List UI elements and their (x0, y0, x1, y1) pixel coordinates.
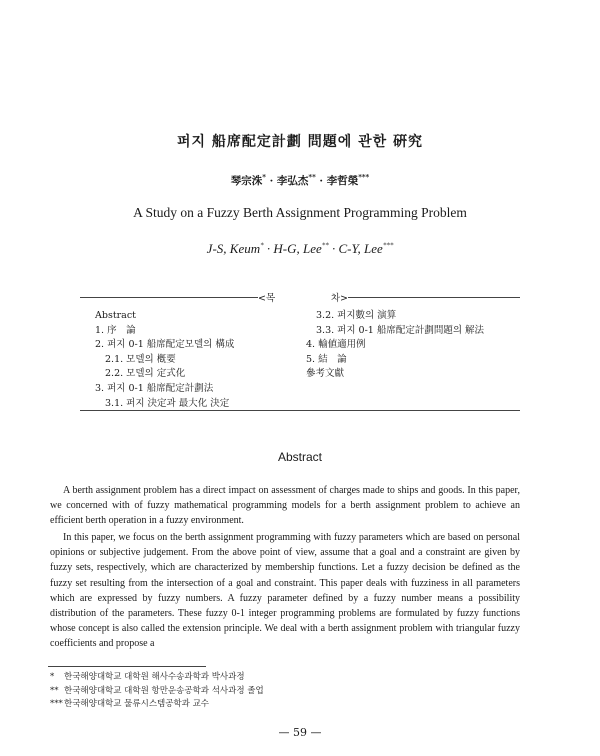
en-author-mark: ** (321, 241, 329, 250)
toc-item: 2. 퍼지 0-1 船席配定모델의 構成 (95, 339, 235, 351)
toc-title (258, 290, 348, 304)
footnote-text: 한국해양대학교 물류시스템공학과 교수 (64, 699, 209, 710)
en-author-mark: * (260, 241, 264, 250)
footnotes (50, 671, 264, 712)
toc-column-left (95, 309, 234, 411)
author-separator: · (315, 175, 327, 187)
toc-item: 參考文獻 (306, 368, 345, 380)
en-author-name: J-S, Keum (206, 241, 261, 256)
footnote-mark: * (50, 672, 55, 682)
footnote-item (50, 685, 264, 699)
footnote-mark: ** (50, 685, 59, 696)
toc-item: 3.1. 퍼지 決定과 最大化 決定 (105, 397, 230, 409)
authors-english (0, 241, 600, 257)
toc-item: 3. 퍼지 0-1 船席配定計劃法 (95, 382, 214, 394)
title-korean: 퍼지 船席配定計劃 問題에 관한 硏究 (176, 134, 424, 150)
ko-author-mark: *** (358, 172, 370, 182)
footnote-text: 한국해양대학교 대학원 해사수송과학과 박사과정 (64, 672, 245, 682)
footnote-item (50, 698, 264, 712)
en-author-mark: *** (382, 241, 394, 250)
en-author-name: H-G, Lee (273, 241, 322, 256)
toc-item: 1. 序 論 (95, 324, 136, 336)
ko-author-name: 李弘杰 (276, 175, 309, 187)
toc-column-right (306, 309, 484, 382)
abstract-heading: Abstract (277, 450, 322, 464)
toc-item: 3.2. 퍼지數의 演算 (316, 310, 397, 321)
ko-author-name: 李哲榮 (326, 175, 359, 187)
ko-author-mark: ** (308, 172, 316, 182)
author-separator: · (265, 175, 277, 187)
table-of-contents (80, 293, 520, 411)
toc-item: 2.2. 모델의 定式化 (105, 368, 186, 380)
footnote-mark: *** (50, 699, 63, 710)
abstract-paragraph-1: A berth assignment problem has a direct impact on assessment of charges made to ships and goods. In this paper, we concerned with of fuzzy mathematical programming models for a berth assignment problem to achieve an efficient berth operation in a fuzzy environment. (50, 485, 520, 527)
author-separator: · (328, 241, 339, 256)
authors-korean (0, 173, 600, 188)
toc-item: Abstract (95, 310, 136, 321)
author-separator: · (263, 241, 274, 256)
ko-author-name: 琴宗洙 (230, 175, 263, 187)
footnote-divider (48, 666, 206, 667)
page-number: — 59 — (278, 726, 322, 739)
toc-item: 4. 輸値適用例 (306, 339, 366, 351)
toc-item: 2.1. 모델의 槪要 (105, 353, 176, 365)
toc-title-left: <목 (258, 293, 276, 304)
title-english: A Study on a Fuzzy Berth Assignment Programming Problem (133, 205, 467, 220)
toc-item: 5. 結 論 (306, 353, 347, 365)
footnote-item (50, 671, 264, 685)
ko-author-mark: * (262, 172, 266, 182)
abstract-paragraph-2: In this paper, we focus on the berth assignment programming with fuzzy parameters which are based on personal opinions or subjective judgement. From the above point of view, assume that a goal and a constraint are given by fuzzy sets, respectively, which are characterized by membership functions. Let a fuzzy decision be defined as the fuzzy set resulting from the intersection of a goal and constraint. This paper deals with fuzziness in all parameters which are expressed by fuzzy numbers. A fuzzy parameter defined by a fuzzy number means a possibility distribution of the parameters. These fuzzy 0-1 integer programming problems are formulated by fuzzy functions whose concept is also called the extension principle. We deal with a berth assignment problem with triangular fuzzy coefficients and propose a (50, 532, 520, 650)
footnote-text: 한국해양대학교 대학원 항만운송공학과 석사과정 졸업 (64, 685, 264, 696)
en-author-name: C-Y, Lee (338, 241, 383, 256)
toc-item: 3.3. 퍼지 0-1 船席配定計劃問題의 解法 (316, 324, 485, 336)
toc-title-right: 차> (330, 293, 348, 304)
